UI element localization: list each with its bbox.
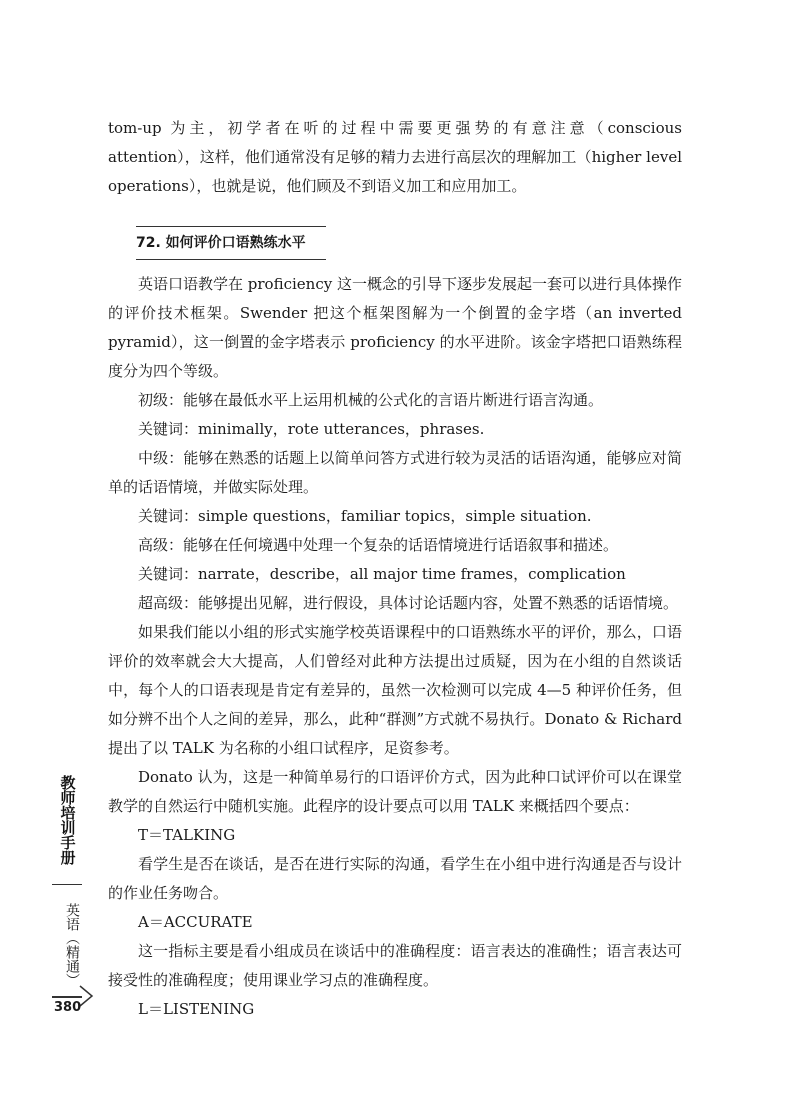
paragraph: 高级：能够在任何境遇中处理一个复杂的话语情境进行话语叙事和描述。 [138,536,619,554]
paragraph: L＝LISTENING [138,1000,255,1018]
paragraph: Donato 认为，这是一种简单易行的口语评价方式，因为此种口试评价可以在课堂教学的自然运行中随机实施。此程序的设计要点可以用 TALK 来概括四个要点： [108,768,682,815]
paragraph: A＝ACCURATE [138,913,253,931]
paragraph: 中级：能够在熟悉的话题上以简单问答方式进行较为灵活的话语沟通，能够应对简单的话语情境，并做实际处理。 [108,449,682,496]
paragraph: 关键词：minimally，rote utterances，phrases. [138,420,485,438]
paragraph: T＝TALKING [138,826,236,844]
intro-text [108,114,682,201]
paragraph: 如果我们能以小组的形式实施学校英语课程中的口语熟练水平的评价，那么，口语评价的效率就会大大提高，人们曾经对此种方法提出过质疑，因为在小组的自然谈话中，每个人的口语表现是肯定有差异的，虽然一次检测可以完成 4—5 种评价任务，但如分辨不出个人之间的差异，那么，此种“群测”方式就不易执行。Donato & Richard 提出了以 TALK 为名称的小组口试程序，足资参考。 [108,623,682,757]
series-title: 教师培训手册 [58,775,77,865]
side-tab [52,760,82,987]
subject-title: 英语（精通） [64,903,80,987]
paragraph: 关键词：simple questions，familiar topics，simple situation. [138,507,592,525]
body-text [108,270,682,1024]
paragraph: 初级：能够在最低水平上运用机械的公式化的言语片断进行语言沟通。 [138,391,604,409]
intro-paragraph: tom-up 为主，初学者在听的过程中需要更强势的有意注意（conscious attention），这样，他们通常没有足够的精力去进行高层次的理解加工（higher level operations），也就是说，他们顾及不到语义加工和应用加工。 [108,119,682,195]
paragraph: 英语口语教学在 proficiency 这一概念的引导下逐步发展起一套可以进行具体操作的评价技术框架。Swender 把这个框架图解为一个倒置的金字塔（an inverted pyramid），这一倒置的金字塔表示 proficiency 的水平进阶。该金字塔把口语熟练程度分为四个等级。 [108,275,682,380]
paragraph: 这一指标主要是看小组成员在谈话中的准确程度：语言表达的准确性；语言表达可接受性的准确程度；使用课业学习点的准确程度。 [108,942,682,989]
paragraph: 看学生是否在谈话，是否在进行实际的沟通，看学生在小组中进行沟通是否与设计的作业任务吻合。 [108,855,682,902]
section-heading: 72. 如何评价口语熟练水平 [136,226,326,260]
paragraph: 超高级：能够提出见解，进行假设，具体讨论话题内容，处置不熟悉的话语情境。 [138,594,679,612]
side-divider [52,884,82,885]
paragraph: 关键词：narrate，describe，all major time frames，complication [138,565,626,583]
page-number: 380 [54,1000,82,1015]
